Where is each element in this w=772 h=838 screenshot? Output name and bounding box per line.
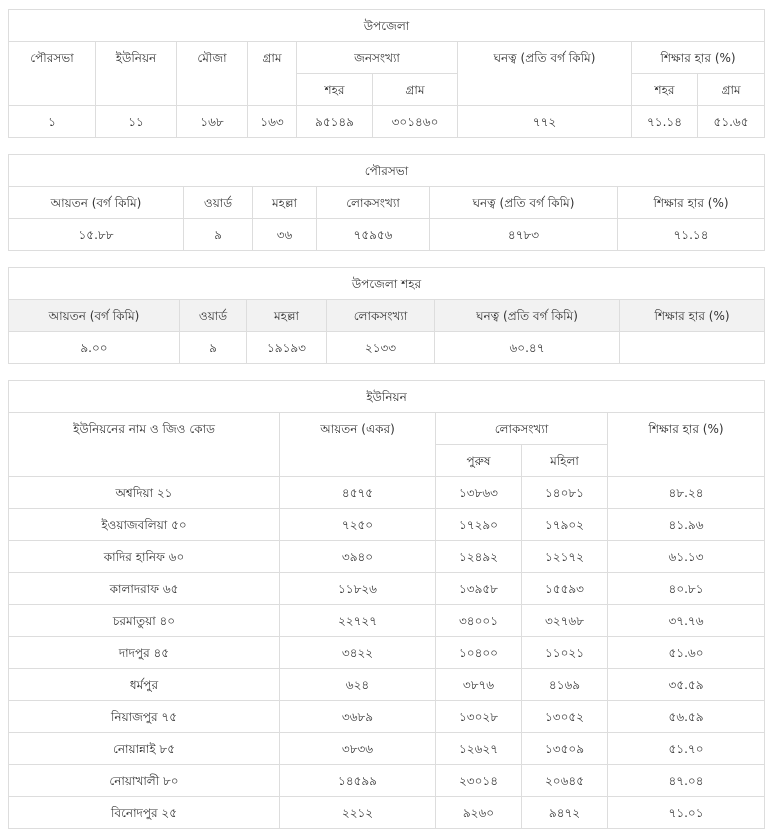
col-literacy-urban: শহর: [632, 74, 698, 106]
table-row: [9, 701, 765, 733]
col-area: আয়তন (বর্গ কিমি): [9, 187, 184, 219]
table-cell: ১৯১৯৩: [247, 332, 327, 364]
union-female-cell: ১২১৭২: [522, 541, 608, 573]
col-population: লোকসংখ্যা: [327, 300, 435, 332]
col-population-rural: গ্রাম: [373, 74, 458, 106]
table-cell: ৭৭২: [458, 106, 632, 138]
union-literacy-cell: ৬১.১৩: [608, 541, 765, 573]
col-population: জনসংখ্যা: [297, 42, 458, 74]
col-density: ঘনত্ব (প্রতি বর্গ কিমি): [435, 300, 620, 332]
col-population-urban: শহর: [297, 74, 373, 106]
union-area-cell: ৩৮৩৬: [280, 733, 436, 765]
col-literacy: শিক্ষার হার (%): [632, 42, 765, 74]
table-cell: ১: [9, 106, 96, 138]
union-male-cell: ২৩০১৪: [436, 765, 522, 797]
union-name-cell: বিনোদপুর ২৫: [9, 797, 280, 829]
table-cell: ৯: [180, 332, 247, 364]
union-name-cell: ধর্মপুর: [9, 669, 280, 701]
table-row: [9, 797, 765, 829]
union-literacy-cell: ৩৫.৫৯: [608, 669, 765, 701]
union-female-cell: ২০৬৪৫: [522, 765, 608, 797]
col-mouza: মৌজা: [177, 42, 248, 106]
union-male-cell: ১৩০২৮: [436, 701, 522, 733]
union-male-cell: ৩৮৭৬: [436, 669, 522, 701]
col-density: ঘনত্ব (প্রতি বর্গ কিমি): [430, 187, 618, 219]
unions-table: [8, 380, 765, 829]
table-row: [9, 669, 765, 701]
union-area-cell: ২২৭২৭: [280, 605, 436, 637]
union-name-cell: নোয়ান্নাই ৮৫: [9, 733, 280, 765]
table-cell: ১৫.৮৮: [9, 219, 184, 251]
table-cell: ১৬৩: [248, 106, 297, 138]
upazila-title: উপজেলা: [9, 10, 765, 42]
col-area: আয়তন (বর্গ কিমি): [9, 300, 180, 332]
union-rows: [9, 477, 765, 829]
table-cell: ৯.০০: [9, 332, 180, 364]
table-row: [9, 733, 765, 765]
col-population: লোকসংখ্যা: [317, 187, 430, 219]
union-area-cell: ৩৬৮৯: [280, 701, 436, 733]
col-ward: ওয়ার্ড: [184, 187, 253, 219]
union-literacy-cell: ৩৭.৭৬: [608, 605, 765, 637]
union-female-cell: ১৩০৫২: [522, 701, 608, 733]
col-literacy: শিক্ষার হার (%): [620, 300, 765, 332]
union-name-cell: চরমাতুয়া ৪০: [9, 605, 280, 637]
table-cell: ৭১.১৪: [618, 219, 765, 251]
union-literacy-cell: ৭১.০১: [608, 797, 765, 829]
union-name-cell: কালাদরাফ ৬৫: [9, 573, 280, 605]
union-name-cell: ইওয়াজবলিয়া ৫০: [9, 509, 280, 541]
union-area-cell: ৭২৫০: [280, 509, 436, 541]
union-name-cell: নোয়াখালী ৮০: [9, 765, 280, 797]
union-male-cell: ১২৪৯২: [436, 541, 522, 573]
upazila-table: [8, 9, 765, 138]
union-name-cell: অশ্বদিয়া ২১: [9, 477, 280, 509]
union-literacy-cell: ৫১.৭০: [608, 733, 765, 765]
table-cell: ১৬৮: [177, 106, 248, 138]
table-row: [9, 332, 765, 364]
union-male-cell: ৯২৬০: [436, 797, 522, 829]
union-male-cell: ১৭২৯০: [436, 509, 522, 541]
union-area-cell: ৩৯৪০: [280, 541, 436, 573]
col-union-name: ইউনিয়নের নাম ও জিও কোড: [9, 413, 280, 477]
union-area-cell: ২২১২: [280, 797, 436, 829]
table-cell: ৭৫৯৫৬: [317, 219, 430, 251]
table-cell: ৬০.৪৭: [435, 332, 620, 364]
table-cell: ৭১.১৪: [632, 106, 698, 138]
union-area-cell: ৪৫৭৫: [280, 477, 436, 509]
col-village: গ্রাম: [248, 42, 297, 106]
union-area-cell: ১৪৫৯৯: [280, 765, 436, 797]
pourashava-table: [8, 154, 765, 251]
union-female-cell: ৩২৭৬৮: [522, 605, 608, 637]
col-mahalla: মহল্লা: [247, 300, 327, 332]
col-population: লোকসংখ্যা: [436, 413, 608, 445]
table-cell: ৫১.৬৫: [698, 106, 765, 138]
union-female-cell: ১১০২১: [522, 637, 608, 669]
table-cell: ২১৩৩: [327, 332, 435, 364]
union-male-cell: ৩৪০০১: [436, 605, 522, 637]
col-mahalla: মহল্লা: [253, 187, 317, 219]
union-literacy-cell: ৫১.৬০: [608, 637, 765, 669]
union-name-cell: নিয়াজপুর ৭৫: [9, 701, 280, 733]
union-name-cell: কাদির হানিফ ৬০: [9, 541, 280, 573]
col-literacy-rural: গ্রাম: [698, 74, 765, 106]
union-female-cell: ৯৪৭২: [522, 797, 608, 829]
col-literacy: শিক্ষার হার (%): [608, 413, 765, 477]
table-cell: ১১: [96, 106, 177, 138]
union-literacy-cell: ৪৮.২৪: [608, 477, 765, 509]
table-cell: ৩০১৪৬০: [373, 106, 458, 138]
table-row: [9, 219, 765, 251]
upazila-town-table: [8, 267, 765, 364]
table-row: [9, 509, 765, 541]
table-row: [9, 605, 765, 637]
union-female-cell: ১৫৫৯৩: [522, 573, 608, 605]
union-area-cell: ৩৪২২: [280, 637, 436, 669]
table-row: [9, 765, 765, 797]
union-literacy-cell: ৪৭.০৪: [608, 765, 765, 797]
union-female-cell: ১৩৫০৯: [522, 733, 608, 765]
table-row: [9, 573, 765, 605]
table-cell: ৪৭৮৩: [430, 219, 618, 251]
pourashava-title: পৌরসভা: [9, 155, 765, 187]
union-area-cell: ১১৮২৬: [280, 573, 436, 605]
table-cell: [620, 332, 765, 364]
union-male-cell: ১৩৯৫৮: [436, 573, 522, 605]
union-female-cell: ১৭৯০২: [522, 509, 608, 541]
union-literacy-cell: ৪০.৮১: [608, 573, 765, 605]
table-cell: ৩৬: [253, 219, 317, 251]
union-female-cell: ৪১৬৯: [522, 669, 608, 701]
table-cell: ৯৫১৪৯: [297, 106, 373, 138]
col-ward: ওয়ার্ড: [180, 300, 247, 332]
table-cell: ৯: [184, 219, 253, 251]
col-literacy: শিক্ষার হার (%): [618, 187, 765, 219]
col-area: আয়তন (একর): [280, 413, 436, 477]
union-name-cell: দাদপুর ৪৫: [9, 637, 280, 669]
col-union: ইউনিয়ন: [96, 42, 177, 106]
col-male: পুরুষ: [436, 445, 522, 477]
union-literacy-cell: ৪১.৯৬: [608, 509, 765, 541]
table-row: [9, 637, 765, 669]
union-male-cell: ১৩৮৬৩: [436, 477, 522, 509]
union-male-cell: ১০৪০০: [436, 637, 522, 669]
table-row: [9, 106, 765, 138]
unions-title: ইউনিয়ন: [9, 381, 765, 413]
upazila-town-title: উপজেলা শহর: [9, 268, 765, 300]
union-female-cell: ১৪০৮১: [522, 477, 608, 509]
union-male-cell: ১২৬২৭: [436, 733, 522, 765]
col-pourashava: পৌরসভা: [9, 42, 96, 106]
union-literacy-cell: ৫৬.৫৯: [608, 701, 765, 733]
table-row: [9, 541, 765, 573]
union-area-cell: ৬২৪: [280, 669, 436, 701]
table-row: [9, 477, 765, 509]
col-density: ঘনত্ব (প্রতি বর্গ কিমি): [458, 42, 632, 106]
col-female: মহিলা: [522, 445, 608, 477]
